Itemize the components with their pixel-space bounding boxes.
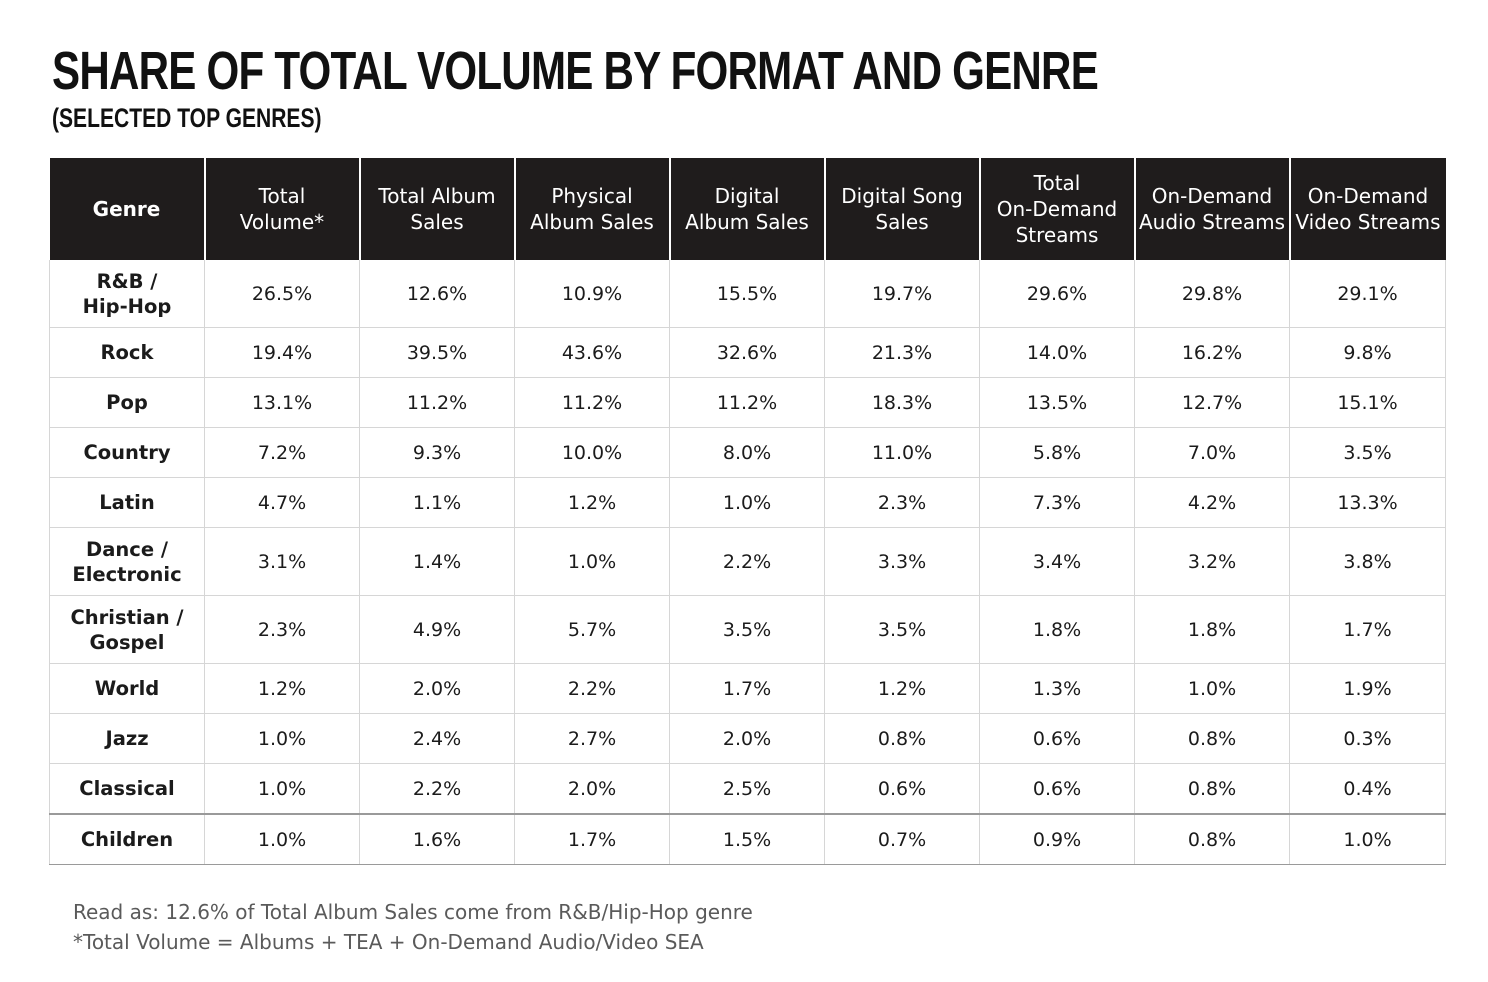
table-header-row — [50, 158, 1446, 260]
table-cell-value: 18.3% — [825, 378, 980, 428]
table-cell-value: 10.9% — [515, 260, 670, 328]
table-cell-value: 11.2% — [515, 378, 670, 428]
table-cell-value: 1.5% — [670, 814, 825, 865]
table-cell-value: 26.5% — [205, 260, 360, 328]
row-genre-label: Country — [50, 428, 205, 478]
table-cell-value: 0.6% — [980, 764, 1135, 815]
table-cell-value: 1.2% — [205, 664, 360, 714]
table-cell-value: 39.5% — [360, 328, 515, 378]
table-cell-value: 2.2% — [360, 764, 515, 815]
table-row — [50, 528, 1446, 596]
table-row — [50, 714, 1446, 764]
table-row — [50, 328, 1446, 378]
table-row — [50, 378, 1446, 428]
footnote-read-as: Read as: 12.6% of Total Album Sales come from R&B/Hip-Hop genre — [73, 900, 753, 924]
column-header-total-volume: Total Volume* — [205, 158, 360, 260]
table-cell-value: 7.3% — [980, 478, 1135, 528]
column-header-total-on-demand-streams: Total On-Demand Streams — [980, 158, 1135, 260]
table-row — [50, 260, 1446, 328]
table-cell-value: 1.0% — [1135, 664, 1290, 714]
footnote-total-volume: *Total Volume = Albums + TEA + On-Demand Audio/Video SEA — [73, 930, 704, 954]
table-cell-value: 2.2% — [670, 528, 825, 596]
table-row — [50, 764, 1446, 815]
row-genre-label: Jazz — [50, 714, 205, 764]
table-cell-value: 1.8% — [1135, 596, 1290, 664]
table-cell-value: 3.3% — [825, 528, 980, 596]
row-genre-label: World — [50, 664, 205, 714]
column-header-on-demand-audio-streams: On-Demand Audio Streams — [1135, 158, 1290, 260]
row-genre-label: Children — [50, 814, 205, 865]
column-header-on-demand-video-streams: On-Demand Video Streams — [1290, 158, 1446, 260]
table-cell-value: 1.2% — [825, 664, 980, 714]
table-cell-value: 1.1% — [360, 478, 515, 528]
column-header-digital-album-sales: Digital Album Sales — [670, 158, 825, 260]
table-cell-value: 1.9% — [1290, 664, 1446, 714]
table-cell-value: 3.5% — [1290, 428, 1446, 478]
table-row — [50, 814, 1446, 865]
table-cell-value: 3.8% — [1290, 528, 1446, 596]
table-cell-value: 0.8% — [825, 714, 980, 764]
table-cell-value: 0.3% — [1290, 714, 1446, 764]
table-row — [50, 664, 1446, 714]
table-cell-value: 2.3% — [825, 478, 980, 528]
row-genre-label: Rock — [50, 328, 205, 378]
table-cell-value: 13.5% — [980, 378, 1135, 428]
table-cell-value: 8.0% — [670, 428, 825, 478]
table-cell-value: 43.6% — [515, 328, 670, 378]
row-genre-label: Pop — [50, 378, 205, 428]
table-cell-value: 3.5% — [670, 596, 825, 664]
table-body — [50, 260, 1446, 865]
table-cell-value: 11.2% — [360, 378, 515, 428]
column-header-genre: Genre — [50, 158, 205, 260]
table-cell-value: 4.2% — [1135, 478, 1290, 528]
table-cell-value: 11.0% — [825, 428, 980, 478]
table-cell-value: 1.7% — [1290, 596, 1446, 664]
table-cell-value: 29.6% — [980, 260, 1135, 328]
footnotes — [73, 897, 753, 957]
table-cell-value: 2.2% — [515, 664, 670, 714]
table-row — [50, 428, 1446, 478]
row-genre-label: Dance / Electronic — [50, 528, 205, 596]
column-header-total-album-sales: Total Album Sales — [360, 158, 515, 260]
table-cell-value: 0.4% — [1290, 764, 1446, 815]
table-cell-value: 29.1% — [1290, 260, 1446, 328]
table-cell-value: 0.6% — [980, 714, 1135, 764]
table-cell-value: 1.7% — [670, 664, 825, 714]
table-row — [50, 596, 1446, 664]
table-cell-value: 32.6% — [670, 328, 825, 378]
table-row — [50, 478, 1446, 528]
table-cell-value: 13.1% — [205, 378, 360, 428]
table-cell-value: 3.1% — [205, 528, 360, 596]
table-cell-value: 2.3% — [205, 596, 360, 664]
table-cell-value: 0.6% — [825, 764, 980, 815]
table-cell-value: 3.4% — [980, 528, 1135, 596]
table-cell-value: 9.8% — [1290, 328, 1446, 378]
row-genre-label: Latin — [50, 478, 205, 528]
table-cell-value: 2.4% — [360, 714, 515, 764]
table-cell-value: 3.2% — [1135, 528, 1290, 596]
table-cell-value: 0.8% — [1135, 814, 1290, 865]
table-cell-value: 0.8% — [1135, 764, 1290, 815]
table-cell-value: 1.0% — [205, 814, 360, 865]
table-cell-value: 7.2% — [205, 428, 360, 478]
column-header-digital-song-sales: Digital Song Sales — [825, 158, 980, 260]
table-cell-value: 3.5% — [825, 596, 980, 664]
table-cell-value: 10.0% — [515, 428, 670, 478]
table-cell-value: 2.0% — [360, 664, 515, 714]
table-cell-value: 11.2% — [670, 378, 825, 428]
table-cell-value: 1.6% — [360, 814, 515, 865]
table-cell-value: 1.0% — [1290, 814, 1446, 865]
table-cell-value: 5.8% — [980, 428, 1135, 478]
table-cell-value: 14.0% — [980, 328, 1135, 378]
table-cell-value: 2.0% — [670, 714, 825, 764]
table-cell-value: 1.4% — [360, 528, 515, 596]
table-cell-value: 1.7% — [515, 814, 670, 865]
table-cell-value: 1.8% — [980, 596, 1135, 664]
table-cell-value: 2.7% — [515, 714, 670, 764]
table-cell-value: 29.8% — [1135, 260, 1290, 328]
table-cell-value: 13.3% — [1290, 478, 1446, 528]
row-genre-label: Christian / Gospel — [50, 596, 205, 664]
table-cell-value: 1.0% — [205, 714, 360, 764]
chart-title: SHARE OF TOTAL VOLUME BY FORMAT AND GENRE — [52, 41, 1099, 101]
table-cell-value: 19.4% — [205, 328, 360, 378]
table-cell-value: 1.0% — [670, 478, 825, 528]
table-cell-value: 2.5% — [670, 764, 825, 815]
table-cell-value: 12.7% — [1135, 378, 1290, 428]
table-cell-value: 1.2% — [515, 478, 670, 528]
table-cell-value: 0.7% — [825, 814, 980, 865]
table-cell-value: 9.3% — [360, 428, 515, 478]
table-cell-value: 12.6% — [360, 260, 515, 328]
table-cell-value: 16.2% — [1135, 328, 1290, 378]
table-cell-value: 15.1% — [1290, 378, 1446, 428]
row-genre-label: R&B / Hip-Hop — [50, 260, 205, 328]
table-cell-value: 5.7% — [515, 596, 670, 664]
table-cell-value: 1.0% — [515, 528, 670, 596]
table-cell-value: 2.0% — [515, 764, 670, 815]
table-cell-value: 7.0% — [1135, 428, 1290, 478]
table-cell-value: 1.3% — [980, 664, 1135, 714]
column-header-physical-album-sales: Physical Album Sales — [515, 158, 670, 260]
chart-subtitle: (SELECTED TOP GENRES) — [52, 103, 322, 133]
table-cell-value: 4.9% — [360, 596, 515, 664]
table-cell-value: 1.0% — [205, 764, 360, 815]
row-genre-label: Classical — [50, 764, 205, 815]
table-cell-value: 19.7% — [825, 260, 980, 328]
table-cell-value: 0.8% — [1135, 714, 1290, 764]
table-cell-value: 21.3% — [825, 328, 980, 378]
data-table — [49, 158, 1446, 865]
table-cell-value: 0.9% — [980, 814, 1135, 865]
table-cell-value: 15.5% — [670, 260, 825, 328]
table-cell-value: 4.7% — [205, 478, 360, 528]
